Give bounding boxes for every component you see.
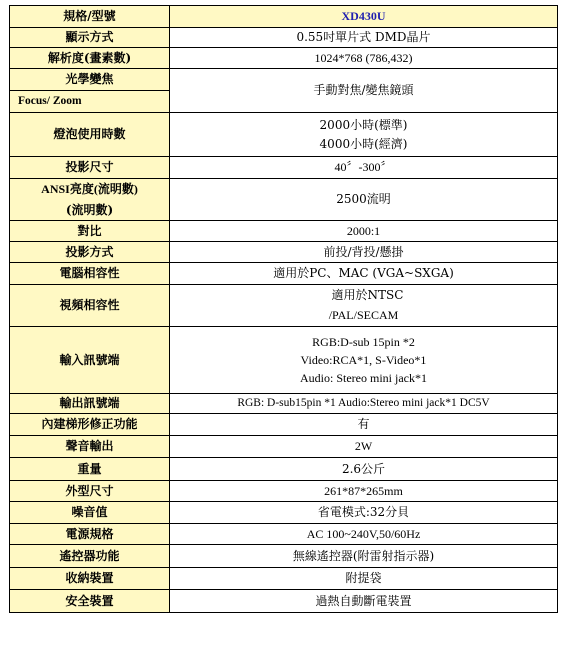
spec-value: 2W xyxy=(170,436,558,458)
spec-row-resolution xyxy=(10,48,558,69)
spec-label xyxy=(10,69,170,113)
spec-row-size xyxy=(10,157,558,179)
spec-label: 輸入訊號端 xyxy=(10,327,170,394)
spec-value: 前投/背投/懸掛 xyxy=(170,242,558,263)
spec-label-line: (流明數) xyxy=(65,202,114,217)
spec-row-output xyxy=(10,394,558,414)
spec-value: 有 xyxy=(170,414,558,436)
spec-value: RGB: D-sub15pin *1 Audio:Stereo mini jack*1 DC5V xyxy=(170,394,558,414)
spec-label-line: Focus/ Zoom xyxy=(18,95,82,107)
spec-value: 2500流明 xyxy=(170,179,558,221)
spec-label: 對比 xyxy=(10,221,170,242)
spec-table xyxy=(9,5,558,613)
spec-value: 261*87*265mm xyxy=(170,481,558,502)
spec-value: 2.6公斤 xyxy=(170,458,558,481)
spec-value: 附提袋 xyxy=(170,568,558,590)
header-label: 規格/型號 xyxy=(10,6,170,28)
spec-value: 無線遙控器(附雷射指示器) xyxy=(170,545,558,568)
spec-label: 顯示方式 xyxy=(10,28,170,48)
spec-label: 燈泡使用時數 xyxy=(10,113,170,157)
spec-row-contrast xyxy=(10,221,558,242)
spec-row-keystone xyxy=(10,414,558,436)
spec-row-input xyxy=(10,327,558,394)
spec-row-pc-compat xyxy=(10,263,558,285)
spec-value: 手動對焦/變焦鏡頭 xyxy=(170,69,558,113)
spec-value-line: 4000小時(經濟) xyxy=(319,136,408,151)
spec-value-line: RGB:D-sub 15pin *2 xyxy=(312,334,415,349)
spec-label: 投影方式 xyxy=(10,242,170,263)
spec-label: 視頻相容性 xyxy=(10,285,170,327)
spec-label: 解析度(畫素數) xyxy=(10,48,170,69)
spec-row-safety xyxy=(10,590,558,613)
spec-row-brightness xyxy=(10,179,558,221)
spec-label: 收納裝置 xyxy=(10,568,170,590)
spec-label: 聲音輸出 xyxy=(10,436,170,458)
spec-row-lamp xyxy=(10,113,558,157)
spec-row-display xyxy=(10,28,558,48)
spec-label: 遙控器功能 xyxy=(10,545,170,568)
spec-value-line: Video:RCA*1, S-Video*1 xyxy=(300,352,427,367)
spec-value: 1024*768 (786,432) xyxy=(170,48,558,69)
spec-value-line: Audio: Stereo mini jack*1 xyxy=(300,370,427,385)
spec-row-storage xyxy=(10,568,558,590)
spec-value-line: /PAL/SECAM xyxy=(328,308,399,322)
spec-value xyxy=(170,285,558,327)
spec-value: 0.55吋單片式 DMD晶片 xyxy=(170,28,558,48)
spec-row-power xyxy=(10,524,558,545)
spec-value: AC 100~240V,50/60Hz xyxy=(170,524,558,545)
spec-label: 電源規格 xyxy=(10,524,170,545)
spec-row-noise xyxy=(10,502,558,524)
spec-label: 外型尺寸 xyxy=(10,481,170,502)
spec-label: 投影尺寸 xyxy=(10,157,170,179)
spec-label: 安全裝置 xyxy=(10,590,170,613)
spec-label: 噪音值 xyxy=(10,502,170,524)
spec-row-video-compat xyxy=(10,285,558,327)
spec-row-projection xyxy=(10,242,558,263)
spec-row-dimensions xyxy=(10,481,558,502)
spec-row-zoom xyxy=(10,69,558,113)
header-row xyxy=(10,6,558,28)
spec-value: 40〞-300〞 xyxy=(170,157,558,179)
spec-value-line: 適用於NTSC xyxy=(331,288,404,302)
spec-value: 2000:1 xyxy=(170,221,558,242)
spec-label: 電腦相容性 xyxy=(10,263,170,285)
spec-value: 省電模式:32分貝 xyxy=(170,502,558,524)
spec-row-remote xyxy=(10,545,558,568)
spec-value xyxy=(170,327,558,394)
spec-value: 適用於PC、MAC (VGA~SXGA) xyxy=(170,263,558,285)
spec-label-line: 光學變焦 xyxy=(10,69,169,91)
spec-label xyxy=(10,179,170,221)
spec-value: 過熱自動斷電裝置 xyxy=(170,590,558,613)
spec-label-line: ANSI亮度(流明數) xyxy=(41,181,138,196)
spec-label: 內建梯形修正功能 xyxy=(10,414,170,436)
spec-value xyxy=(170,113,558,157)
spec-label: 重量 xyxy=(10,458,170,481)
spec-value-line: 2000小時(標準) xyxy=(319,117,408,132)
model-name: XD430U xyxy=(170,6,558,28)
spec-label: 輸出訊號端 xyxy=(10,394,170,414)
spec-row-audio xyxy=(10,436,558,458)
spec-row-weight xyxy=(10,458,558,481)
